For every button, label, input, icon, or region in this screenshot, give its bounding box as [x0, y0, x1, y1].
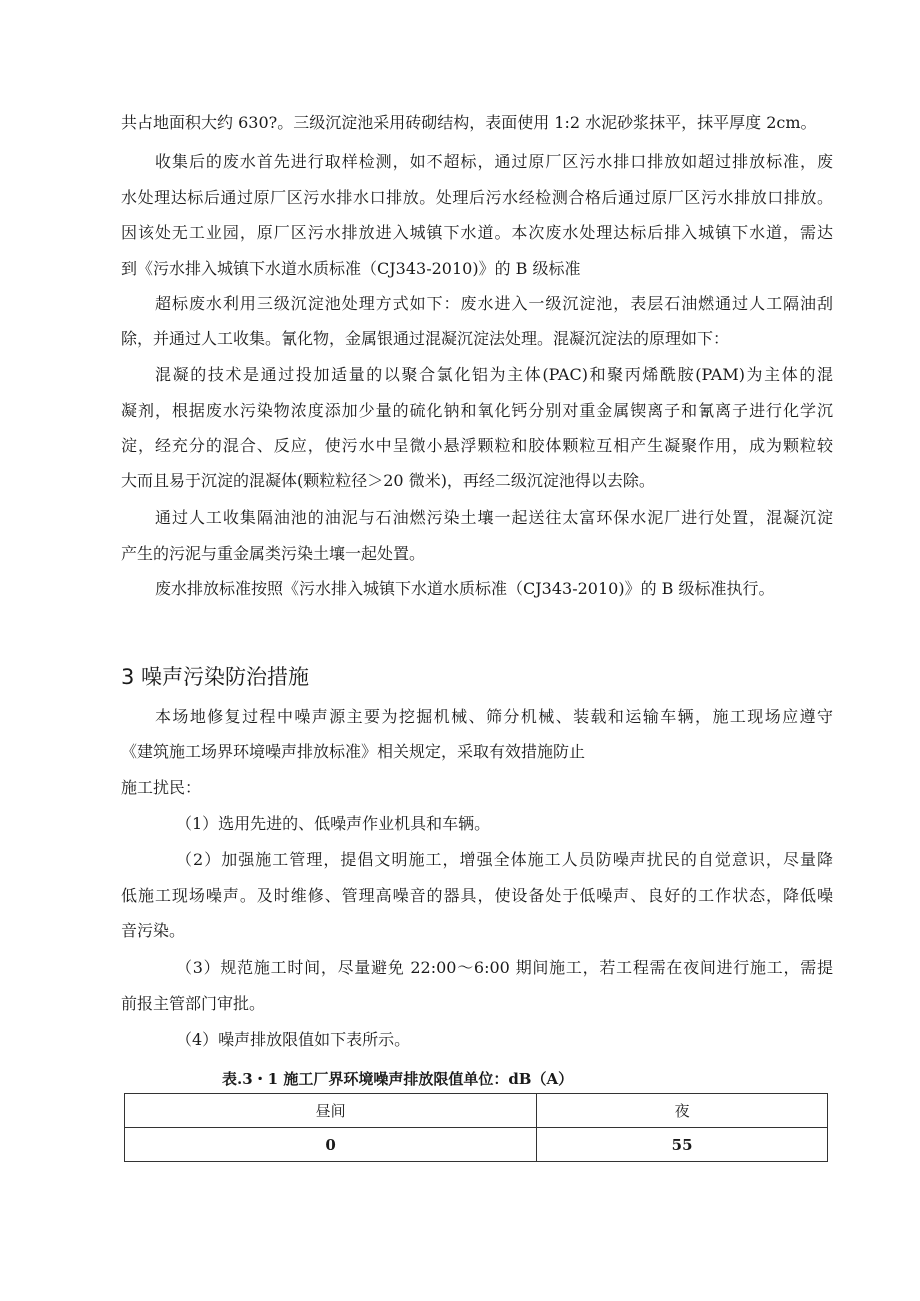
paragraph-line: 除，并通过人工收集。氰化物，金属银通过混凝沉淀法处理。混凝沉淀法的原理如下： [121, 329, 730, 348]
paragraph-line: 大而且易于沉淀的混凝体(颗粒粒径＞20 微米)，再经二级沉淀池得以去除。 [121, 471, 655, 490]
list-item-line: 低施工现场噪声。及时维修、管理高噪音的器具，使设备处于低噪声、良好的工作状态，降低噪 [121, 886, 833, 905]
paragraph-line: 施工扰民： [121, 778, 202, 797]
list-item-line: 前报主管部门审批。 [121, 994, 266, 1013]
list-item: （3）规范施工时间，尽量避免 22:00～6:00 期间施工，若工程需在夜间进行施工，需提 [176, 958, 833, 977]
paragraph-line: 超标废水利用三级沉淀池处理方式如下：废水进入一级沉淀池，表层石油燃通过人工隔油刮 [155, 294, 833, 313]
list-item-line: 音污染。 [121, 921, 186, 940]
paragraph-line: 《建筑施工场界环境噪声排放标准》相关规定，采取有效措施防止 [121, 742, 586, 761]
paragraph-line: 废水排放标准按照《污水排入城镇下水道水质标准（CJ343-2010)》的 B 级标准执行。 [155, 579, 775, 598]
paragraph-line: 水处理达标后通过原厂区污水排水口排放。处理后污水经检测合格后通过原厂区污水排放口排放。 [121, 188, 833, 207]
paragraph-line: 因该处无工业园，原厂区污水排放进入城镇下水道。本次废水处理达标后排入城镇下水道，需达 [121, 223, 833, 242]
table-cell: 55 [537, 1128, 828, 1162]
paragraph-line: 收集后的废水首先进行取样检测，如不超标，通过原厂区污水排口排放如超过排放标准，废 [155, 152, 833, 171]
paragraph-line: 凝剂，根据废水污染物浓度添加少量的硫化钠和氧化钙分别对重金属锲离子和氰离子进行化学沉 [121, 401, 833, 420]
list-item: （4）噪声排放限值如下表所示。 [176, 1030, 411, 1049]
table-cell: 0 [125, 1128, 537, 1162]
noise-limit-table [124, 1093, 828, 1162]
list-item: （2）加强施工管理，提倡文明施工，增强全体施工人员防噪声扰民的自觉意识，尽量降 [176, 850, 833, 869]
paragraph-line: 通过人工收集隔油池的油泥与石油燃污染土壤一起送往太富环保水泥厂进行处置，混凝沉淀 [155, 508, 833, 527]
table-row [125, 1128, 828, 1162]
paragraph-line: 本场地修复过程中噪声源主要为挖掘机械、筛分机械、装载和运输车辆，施工现场应遵守 [155, 707, 833, 726]
paragraph-line: 淀，经充分的混合、反应，使污水中呈微小悬浮颗粒和胶体颗粒互相产生凝聚作用，成为颗粒较 [121, 436, 833, 455]
list-item: （1）选用先进的、低噪声作业机具和车辆。 [176, 814, 491, 833]
paragraph-line: 共占地面积大约 630?。三级沉淀池采用砖砌结构，表面使用 1:2 水泥砂浆抹平，抹平厚度 2cm。 [121, 113, 817, 132]
paragraph-line: 混凝的技术是通过投加适量的以聚合氯化铝为主体(PAC)和聚丙烯酰胺(PAM)为主体的混 [155, 365, 833, 384]
table-header-cell: 昼间 [125, 1094, 537, 1128]
table-caption: 表.3・1 施工厂界环境噪声排放限值单位：dB（A） [222, 1070, 574, 1088]
paragraph-line: 产生的污泥与重金属类污染土壤一起处置。 [121, 544, 426, 563]
paragraph-line: 到《污水排入城镇下水道水质标准（CJ343-2010)》的 B 级标准 [121, 259, 581, 278]
table-header-row [125, 1094, 828, 1128]
table-header-cell: 夜 [537, 1094, 828, 1128]
section-heading: 3 噪声污染防治措施 [121, 665, 310, 689]
